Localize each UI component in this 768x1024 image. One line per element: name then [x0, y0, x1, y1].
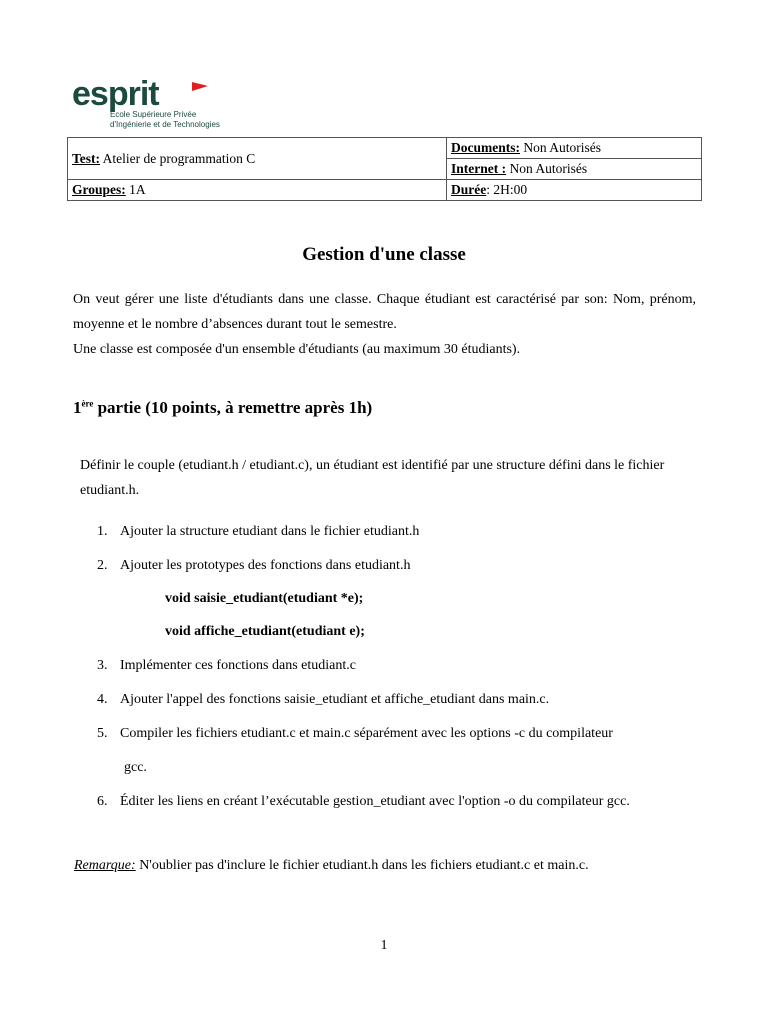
duree-value: : 2H:00 [486, 182, 528, 197]
groupes-label: Groupes: [72, 182, 126, 197]
step-text: Ajouter les prototypes des fonctions dans etudiant.h [120, 558, 411, 573]
logo-subtitle-1: Ecole Supérieure Privée [110, 110, 197, 119]
flag-icon [190, 80, 210, 96]
intro-paragraph [73, 287, 696, 362]
internet-label: Internet : [451, 161, 507, 176]
internet-value: Non Autorisés [506, 161, 588, 176]
documents-label: Documents: [451, 140, 520, 155]
step-text: Ajouter la structure etudiant dans le fichier etudiant.h [120, 524, 420, 539]
step-number: 6. [97, 794, 108, 809]
part-number: 1 [73, 398, 82, 417]
step-text: Éditer les liens en créant l’exécutable gestion_etudiant avec l'option -o du compilateur gcc. [120, 794, 630, 809]
remark-label: Remarque: [74, 858, 136, 873]
groupes-cell [68, 180, 447, 201]
groupes-value: 1A [125, 182, 146, 197]
test-label: Test: [72, 150, 101, 166]
step-text: Ajouter l'appel des fonctions saisie_etudiant et affiche_etudiant dans main.c. [120, 692, 550, 707]
page-number: 1 [380, 938, 388, 953]
step-text: Implémenter ces fonctions dans etudiant.c [120, 658, 356, 673]
documents-cell [447, 138, 702, 159]
step-number: 4. [97, 692, 108, 707]
part-1-heading [73, 398, 372, 418]
part-superscript: ère [81, 398, 94, 409]
prototype-affiche: void affiche_etudiant(etudiant e); [165, 624, 365, 639]
duree-label: Durée [451, 182, 487, 197]
logo-subtitle-2: d'Ingénierie et de Technologies [110, 120, 220, 129]
intro-line-1: On veut gérer une liste d'étudiants dans une classe. Chaque étudiant est caractérisé par son: Nom, prénom, moyenne et le nombre d’absences durant tout le semestre. [73, 292, 696, 332]
esprit-logo [72, 76, 247, 136]
remark-text: N'oublier pas d'inclure le fichier etudiant.h dans les fichiers etudiant.c et main.c. [135, 858, 589, 873]
definition-paragraph: Définir le couple (etudiant.h / etudiant.c), un étudiant est identifié par une structure défini dans le fichier etudiant.h. [80, 458, 665, 498]
remark [74, 858, 589, 874]
documents-value: Non Autorisés [520, 140, 601, 155]
internet-cell [447, 159, 702, 180]
duree-cell [447, 180, 702, 201]
logo-wordmark: esprit [72, 75, 159, 113]
prototype-saisie: void saisie_etudiant(etudiant *e); [165, 591, 364, 606]
step-number: 1. [97, 524, 108, 539]
step-text: Compiler les fichiers etudiant.c et main.c séparément avec les options -c du compilateur [120, 726, 613, 741]
step-number: 2. [97, 558, 108, 573]
step-5-continuation: gcc. [124, 760, 147, 775]
part-title-rest: partie (10 points, à remettre après 1h) [93, 398, 373, 417]
page-title: Gestion d'une classe [302, 244, 466, 265]
step-number: 5. [97, 726, 108, 741]
exam-info-table [67, 137, 702, 201]
test-value: Atelier de programmation C [100, 150, 256, 166]
step-number: 3. [97, 658, 108, 673]
intro-line-2: Une classe est composée d'un ensemble d'étudiants (au maximum 30 étudiants). [73, 342, 521, 357]
test-cell [68, 138, 447, 180]
